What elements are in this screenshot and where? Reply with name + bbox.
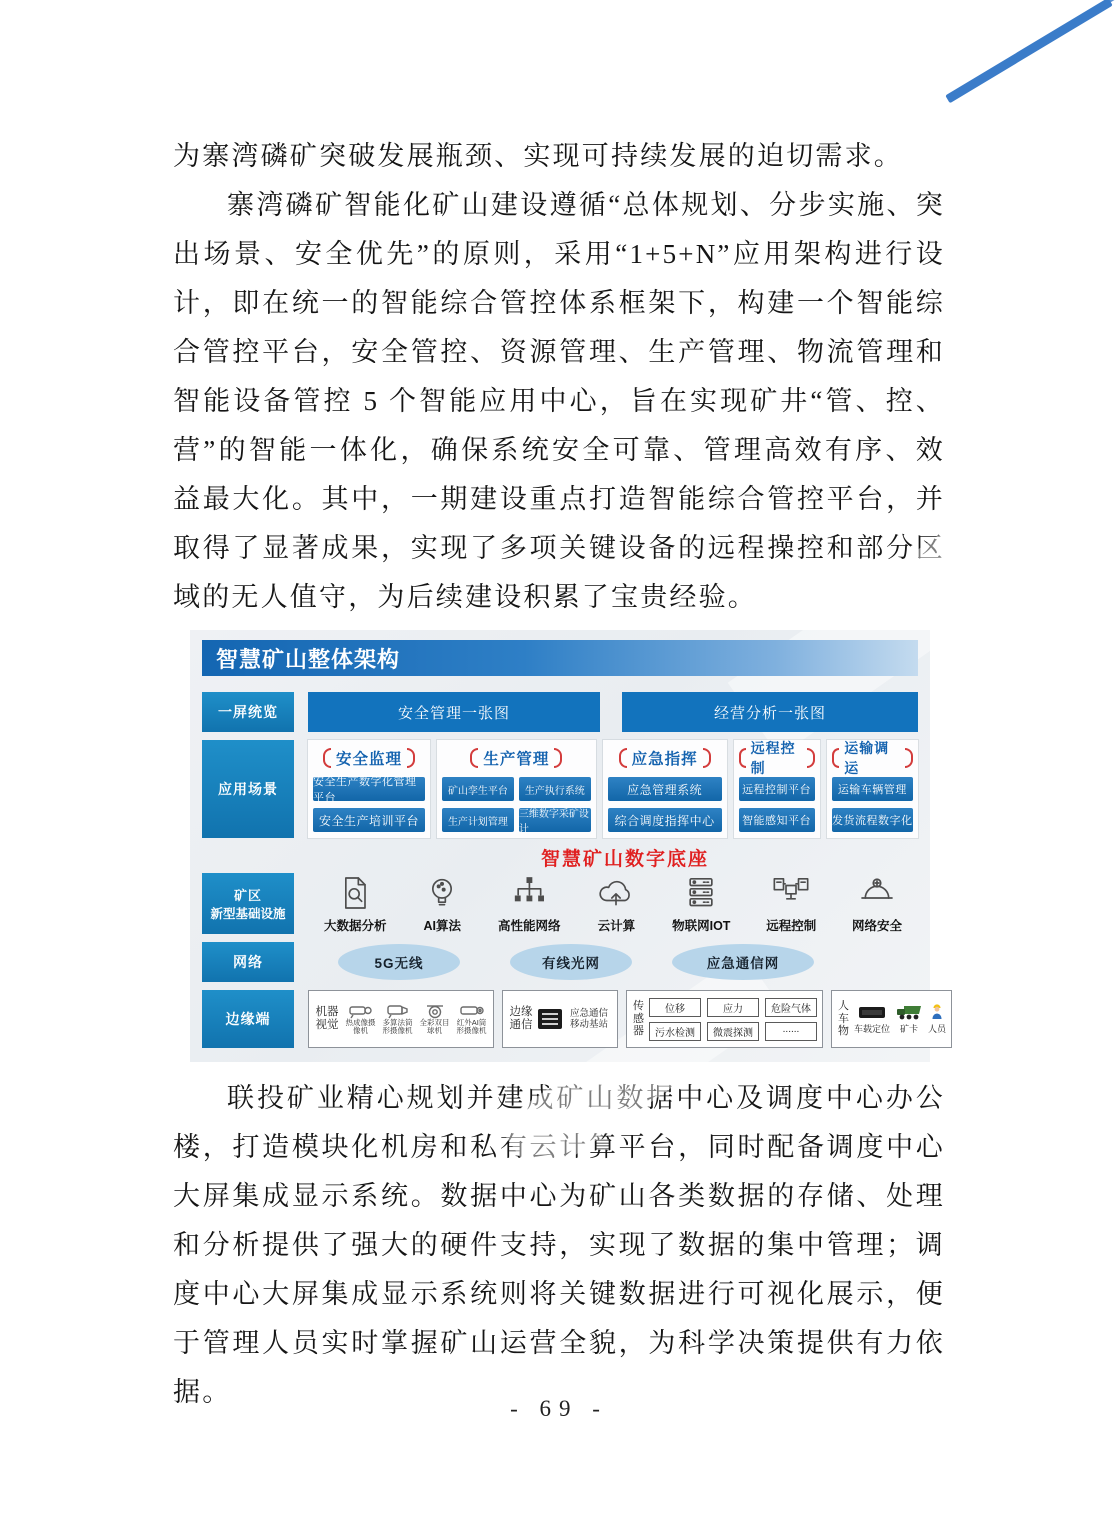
red-bracket-right-icon [807,748,814,768]
people-vehicle-item [854,1003,890,1035]
card-header [442,746,591,770]
row-label-line2: 新型基础设施 [210,907,286,921]
card-title: 运输调运 [844,740,890,776]
row-label-network: 网络 [202,942,294,982]
edge-box-label: 机器视觉 [315,1006,339,1031]
figure-title: 智慧矿山整体架构 [216,646,401,672]
card-header [313,746,425,770]
people-vehicle-item [928,1003,946,1035]
people-vehicle-label: 人员 [928,1024,947,1034]
people-vehicle-label: 矿卡 [900,1024,919,1034]
foundation-item-label: 物联网IOT [672,919,731,933]
sensor-item: 应力 [707,998,759,1017]
card-production-management [437,740,596,838]
document-search-icon [335,873,375,913]
network-5g: 5G无线 [338,944,460,980]
network-fiber: 有线光网 [510,944,632,980]
card-emergency-command [603,740,727,838]
camera-label: 全彩双目球机 [419,1017,450,1035]
row-label-overview: 一屏统览 [202,692,294,732]
scenario-cards [308,740,918,838]
foundation-item [422,873,462,934]
camera-item [455,1003,488,1036]
platform-button: 综合调度指挥中心 [608,808,722,832]
card-title: 安全监理 [335,751,402,768]
platform-button: 生产计划管理 [442,808,514,832]
edge-box-label: 边缘通信 [509,1006,533,1031]
platform-button: 安全生产数字化管理平台 [313,777,425,801]
vehicle-terminal-icon [857,1003,887,1021]
card-title: 远程控制 [750,740,796,776]
paragraph-3: 联投矿业精心规划并建成矿山数据中心及调度中心办公楼，打造模块化机房和私有云计算平台，同时配备调度中心大屏集成显示系统。数据中心为矿山各类数据的存储、处理和分析提供了强大的硬件支持，实现了数据的集中管理；调度中心大屏集成显示系统则将关键数据进行可视化展示，便于管理人员实时掌握矿山运营全貌，为科学决策提供有力依据。 [173,1083,945,1407]
foundation-item-label: 远程控制 [766,919,817,933]
platform-button: 发货流程数字化 [832,808,913,832]
red-bracket-right-icon [407,748,415,768]
foundation-item [766,873,816,934]
camera-label: 热成像摄像机 [345,1017,376,1035]
remote-screens-icon [771,873,811,913]
figure-body [190,630,947,1058]
camera-label: 红外AI筒形摄像机 [456,1017,487,1035]
thermal-camera-icon [348,1003,374,1019]
card-header [832,740,913,776]
camera-item [381,1003,414,1036]
red-bracket-left-icon [832,748,840,768]
digital-base-banner: 智慧矿山数字底座 [540,849,709,870]
document-page [22,0,1096,1520]
infrared-ai-camera-icon [459,1003,485,1019]
foundation-item-label: 云计算 [597,919,636,933]
platform-button: 矿山孪生平台 [442,777,514,801]
platform-button-grid [442,777,591,835]
row-label-line1: 矿区 [233,888,262,903]
sensor-item: ...... [765,1022,817,1041]
ai-brain-icon [422,873,462,913]
row-scenarios [202,740,918,838]
camera-item [344,1003,377,1036]
row-edge [202,990,947,1048]
foundation-item [672,873,730,934]
row-label-edge: 边缘端 [202,990,294,1048]
bullet-camera-icon [385,1003,411,1019]
iot-server-icon [681,873,721,913]
foundation-item-label: 网络安全 [851,919,902,933]
paragraph-2: 寨湾磷矿智能化矿山建设遵循“总体规划、分步实施、突出场景、安全优先”的原则，采用“1+5+N”应用架构进行设计，即在统一的智能综合管控体系框架下，构建一个智能综合管控平台，安全管控、资源管理、生产管理、物流管理和智能设备管控 5 个智能应用中心，旨在实现矿井“管、控、营”的智能一体化，确保系统安全可靠、管理高效有序、效益最大化。其中，一期建设重点打造智能综合管控平台，并取得了显著成果，实现了多项关键设备的远程操控和部分区域的无人值守，为后续建设积累了宝贵经验。 [173,190,945,612]
card-transport-dispatch [827,740,918,838]
network-emergency: 应急通信网 [672,944,814,980]
red-bracket-right-icon [905,748,913,768]
row-overview [202,692,918,732]
platform-button: 安全生产培训平台 [313,808,425,832]
sensor-item: 位移 [649,998,701,1017]
card-safety-supervision [308,740,430,838]
edge-box-label: 传感器 [633,1000,644,1038]
platform-button: 应急管理系统 [608,777,722,801]
platform-button: 三维数字采矿设计 [518,809,589,835]
security-helmet-icon [857,873,897,913]
red-bracket-left-icon [323,748,331,768]
mine-truck-icon [894,1003,924,1021]
network-tree-icon [509,873,549,913]
foundation-item [498,873,561,934]
people-vehicle-item [894,1003,924,1035]
base-station-device-icon [538,1009,562,1029]
foundation-item-label: 大数据分析 [324,919,387,933]
foundation-item [324,873,387,934]
red-bracket-right-icon [703,748,711,768]
foundation-item [596,873,636,934]
platform-button: 生产执行系统 [519,777,591,801]
card-title: 应急指挥 [631,751,698,768]
network-ellipses [308,942,918,982]
sensor-grid [649,998,817,1041]
overview-bar-safety-map: 安全管理一张图 [308,692,600,732]
sensor-item: 危险气体 [765,998,817,1017]
cloud-upload-icon [596,873,636,913]
card-header [608,746,722,770]
edge-box-edge-comm [502,990,618,1048]
red-bracket-left-icon [739,748,746,768]
paragraph-1: 为寨湾磷矿突破发展瓶颈、实现可持续发展的迫切需求。 [173,141,903,171]
edge-boxes [308,990,952,1048]
row-label-scenarios: 应用场景 [202,740,294,838]
row-label-foundation [202,873,294,934]
worker-icon [928,1003,946,1021]
platform-button: 智能感知平台 [739,808,815,832]
card-header [739,740,815,776]
sensor-item: 微震探测 [707,1022,759,1041]
edge-box-machine-vision [308,990,494,1048]
overview-bars [308,692,918,732]
platform-button: 远程控制平台 [739,777,815,801]
people-vehicle-label: 车载定位 [854,1024,891,1034]
figure-title-bar [202,640,918,676]
edge-box-label: 人车物 [838,1000,849,1038]
base-station-label: 应急通信移动基站 [569,1008,608,1030]
page-content [173,132,945,1417]
foundation-item-label: 高性能网络 [498,919,561,933]
foundation-item [852,873,902,934]
camera-label: 多算法筒形摄像机 [382,1017,413,1035]
row-foundation [202,873,918,934]
card-remote-control [734,740,820,838]
red-bracket-left-icon [619,748,627,768]
row-network [202,942,918,982]
edge-box-people-vehicles [831,990,952,1048]
page-number: - 69 - [510,1396,608,1421]
card-title: 生产管理 [483,751,550,768]
overview-bar-business-map: 经营分析一张图 [622,692,918,732]
foundation-item-label: AI算法 [423,919,462,933]
foundation-items [308,873,918,934]
platform-button: 运输车辆管理 [832,777,913,801]
sensor-item: 污水检测 [649,1022,701,1041]
red-bracket-right-icon [554,748,562,768]
edge-box-sensors [626,990,823,1048]
camera-item [418,1003,451,1036]
red-bracket-left-icon [470,748,478,768]
dome-camera-icon [422,1003,448,1019]
architecture-figure [190,630,947,1062]
